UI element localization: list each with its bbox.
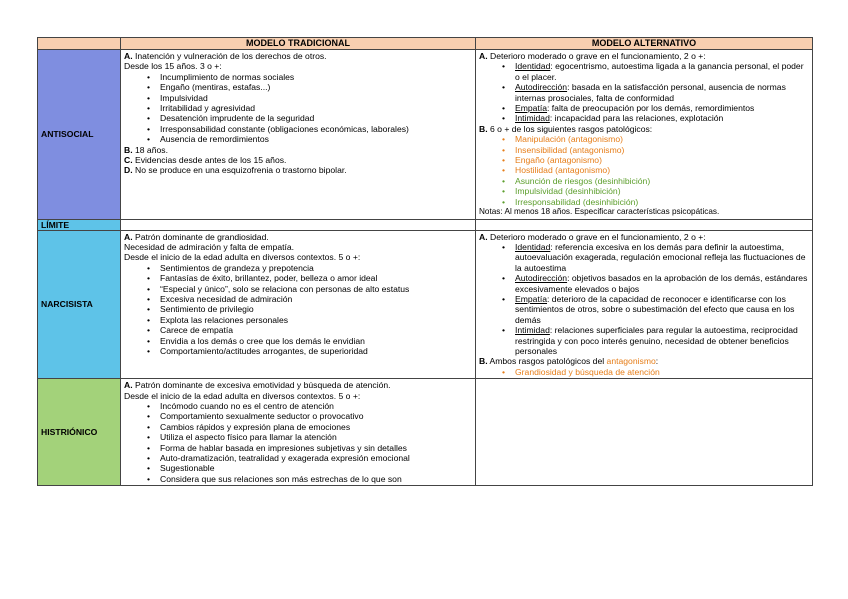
trait-item: • Grandiosidad y búsqueda de atención bbox=[515, 367, 809, 377]
list-item: • Carece de empatía bbox=[160, 325, 472, 335]
term: Autodirección bbox=[515, 273, 568, 284]
criterion-text: 18 años. bbox=[132, 144, 168, 155]
antisocial-trad-since: Desde los 15 años. 3 o +: bbox=[124, 61, 222, 72]
list-item bbox=[515, 103, 809, 113]
narcisista-traditional-cell bbox=[121, 230, 476, 379]
antisocial-traditional-cell bbox=[121, 50, 476, 220]
list-item: • Incumplimiento de normas sociales bbox=[160, 72, 472, 82]
criterion-text: Evidencias desde antes de los 15 años. bbox=[132, 155, 287, 166]
term: Identidad bbox=[515, 241, 551, 252]
criterion-text: Inatención y vulneración de los derechos de otros. bbox=[132, 51, 327, 61]
trait-item: • Manipulación (antagonismo) bbox=[515, 134, 809, 144]
list-item bbox=[515, 273, 809, 294]
list-item: • Envidia a los demás o cree que los demás le envidian bbox=[160, 336, 472, 346]
row-histrionico bbox=[38, 379, 813, 486]
limite-traditional-cell bbox=[121, 219, 476, 230]
list-item: • Sentimiento de privilegio bbox=[160, 304, 472, 314]
antisocial-alternative-cell bbox=[476, 50, 813, 220]
antisocial-alt-list bbox=[479, 61, 809, 123]
list-item: • Explota las relaciones personales bbox=[160, 315, 472, 325]
list-item: • Desatención imprudente de la seguridad bbox=[160, 113, 472, 123]
histrionico-traditional-cell bbox=[121, 379, 476, 486]
trait-item: • Insensibilidad (antagonismo) bbox=[515, 145, 809, 155]
list-item: • Comportamiento sexualmente seductor o provocativo bbox=[160, 411, 472, 421]
histrionico-trad-list bbox=[124, 401, 472, 484]
row-label-narcisista: NARCISISTA bbox=[38, 230, 121, 379]
criterion-letter: B. bbox=[479, 356, 488, 367]
antisocial-trad-a bbox=[124, 51, 472, 61]
antisocial-trad-b bbox=[124, 145, 472, 155]
row-label-histrionico: HISTRIÓNICO bbox=[38, 379, 121, 486]
narcisista-alt-b bbox=[479, 356, 809, 366]
narcisista-trad-since: Desde el inicio de la edad adulta en diversos contextos. 5 o +: bbox=[124, 252, 361, 263]
antisocial-alt-b bbox=[479, 124, 809, 134]
list-item bbox=[515, 325, 809, 356]
criterion-letter: A. bbox=[124, 380, 133, 391]
term: Autodirección bbox=[515, 82, 568, 93]
list-item bbox=[515, 82, 809, 103]
list-item: • Sugestionable bbox=[160, 463, 472, 473]
term-text: : objetivos basados en la aprobación de los demás, estándares excesivamente elevados o bajos bbox=[515, 273, 808, 294]
term-text: : relaciones superficiales para regular la autoestima, reciprocidad restringida y con poco interés genuino, necesidad de obtener beneficios personales bbox=[515, 325, 798, 356]
list-item: • Fantasías de éxito, brillantez, poder, belleza o amor ideal bbox=[160, 273, 472, 283]
term: Intimidad bbox=[515, 113, 550, 124]
header-traditional: MODELO TRADICIONAL bbox=[121, 38, 476, 50]
criterion-letter: B. bbox=[479, 123, 488, 134]
list-item: • Forma de hablar basada en impresiones subjetivas y sin detalles bbox=[160, 443, 472, 453]
header-corner bbox=[38, 38, 121, 50]
list-item: • Incómodo cuando no es el centro de atención bbox=[160, 401, 472, 411]
row-label-antisocial: ANTISOCIAL bbox=[38, 50, 121, 220]
list-item: • Utiliza el aspecto físico para llamar la atención bbox=[160, 432, 472, 442]
list-item: • Engaño (mentiras, estafas...) bbox=[160, 82, 472, 92]
criterion-text: Ambos rasgos patológicos del bbox=[487, 356, 607, 367]
list-item: • Irresponsabilidad constante (obligaciones económicas, laborales) bbox=[160, 124, 472, 134]
trait-item: • Impulsividad (desinhibición) bbox=[515, 186, 809, 196]
term-text: : falta de preocupación por los demás, remordimientos bbox=[547, 103, 755, 114]
trait-item: • Irresponsabilidad (desinhibición) bbox=[515, 197, 809, 207]
trait-item: • Asunción de riesgos (desinhibición) bbox=[515, 176, 809, 186]
list-item: • Impulsividad bbox=[160, 93, 472, 103]
narcisista-alt-traits bbox=[479, 367, 809, 377]
criterion-text: Deterioro moderado o grave en el funcionamiento, 2 o +: bbox=[487, 51, 706, 61]
criterion-text: Deterioro moderado o grave en el funcionamiento, 2 o +: bbox=[487, 231, 706, 242]
list-item: • Comportamiento/actitudes arrogantes, de superioridad bbox=[160, 346, 472, 356]
criterion-letter: A. bbox=[479, 231, 488, 242]
list-item: • Irritabilidad y agresividad bbox=[160, 103, 472, 113]
narcisista-trad-a bbox=[124, 232, 472, 242]
trait-item: • Hostilidad (antagonismo) bbox=[515, 165, 809, 175]
list-item: • Considera que sus relaciones son más estrechas de lo que son bbox=[160, 474, 472, 484]
term: Empatía bbox=[515, 103, 548, 114]
histrionico-trad-since: Desde el inicio de la edad adulta en diversos contextos. 5 o +: bbox=[124, 390, 361, 401]
row-antisocial bbox=[38, 50, 813, 220]
row-limite bbox=[38, 219, 813, 230]
narcisista-alternative-cell bbox=[476, 230, 813, 379]
criterion-text: Patrón dominante de grandiosidad. bbox=[132, 231, 269, 242]
criterion-text: 6 o + de los siguientes rasgos patológicos: bbox=[487, 123, 653, 134]
histrionico-trad-a bbox=[124, 380, 472, 390]
list-item: • Cambios rápidos y expresión plana de emociones bbox=[160, 422, 472, 432]
term: Intimidad bbox=[515, 325, 550, 336]
row-narcisista bbox=[38, 230, 813, 379]
narcisista-trad-list bbox=[124, 263, 472, 357]
criterion-letter: C. bbox=[124, 155, 133, 166]
narcisista-trad-line2: Necesidad de admiración y falta de empatía. bbox=[124, 241, 295, 252]
criterion-letter: A. bbox=[124, 231, 133, 242]
antisocial-alt-a bbox=[479, 51, 809, 61]
term-text: : incapacidad para las relaciones, explotación bbox=[549, 113, 724, 124]
histrionico-alternative-cell bbox=[476, 379, 813, 486]
header-alternative: MODELO ALTERNATIVO bbox=[476, 38, 813, 50]
list-item: • “Especial y único”, solo se relaciona con personas de alto estatus bbox=[160, 284, 472, 294]
antisocial-alt-notes: Notas: Al menos 18 años. Especificar características psicopáticas. bbox=[479, 207, 720, 217]
term: Identidad bbox=[515, 61, 551, 72]
antisocial-trad-c bbox=[124, 155, 472, 165]
header-row bbox=[38, 38, 813, 50]
antisocial-alt-traits bbox=[479, 134, 809, 207]
list-item bbox=[515, 61, 809, 82]
term: Empatía bbox=[515, 293, 548, 304]
list-item: • Excesiva necesidad de admiración bbox=[160, 294, 472, 304]
limite-alternative-cell bbox=[476, 219, 813, 230]
list-item bbox=[515, 294, 809, 325]
criterion-letter: A. bbox=[479, 51, 488, 61]
list-item: • Sentimientos de grandeza y prepotencia bbox=[160, 263, 472, 273]
narcisista-alt-list bbox=[479, 242, 809, 356]
criterion-text: Patrón dominante de excesiva emotividad y búsqueda de atención. bbox=[132, 380, 391, 391]
antisocial-trad-list bbox=[124, 72, 472, 145]
antagonism-word: antagonismo bbox=[606, 356, 656, 367]
term-text: : deterioro de la capacidad de reconocer e identificarse con los sentimientos de otros, sobre o subestimación del efecto que causa en los demás bbox=[515, 293, 795, 325]
trait-item: • Engaño (antagonismo) bbox=[515, 155, 809, 165]
criterion-letter: D. bbox=[124, 165, 133, 176]
narcisista-alt-a bbox=[479, 232, 809, 242]
term-text: : basada en la satisfacción personal, ausencia de normas internas prosociales, falta de conformidad bbox=[515, 82, 786, 103]
term-text: : egocentrismo, autoestima ligada a la ganancia personal, el poder o el placer. bbox=[515, 61, 804, 82]
criterion-end: : bbox=[655, 356, 659, 367]
list-item bbox=[515, 242, 809, 273]
criterion-letter: A. bbox=[124, 51, 133, 61]
antisocial-trad-d bbox=[124, 165, 472, 175]
list-item bbox=[515, 113, 809, 123]
list-item: • Auto-dramatización, teatralidad y exagerada expresión emocional bbox=[160, 453, 472, 463]
row-label-limite: LÍMITE bbox=[38, 219, 121, 230]
list-item: • Ausencia de remordimientos bbox=[160, 134, 472, 144]
personality-disorders-table bbox=[37, 37, 813, 486]
term-text: : referencia excesiva en los demás para definir la autoestima, autoevaluación exagerada, regulación emocional refleja las fluctuaciones de la autoestima bbox=[515, 241, 806, 273]
criterion-text: No se produce en una esquizofrenia o trastorno bipolar. bbox=[132, 165, 347, 176]
criterion-letter: B. bbox=[124, 144, 133, 155]
